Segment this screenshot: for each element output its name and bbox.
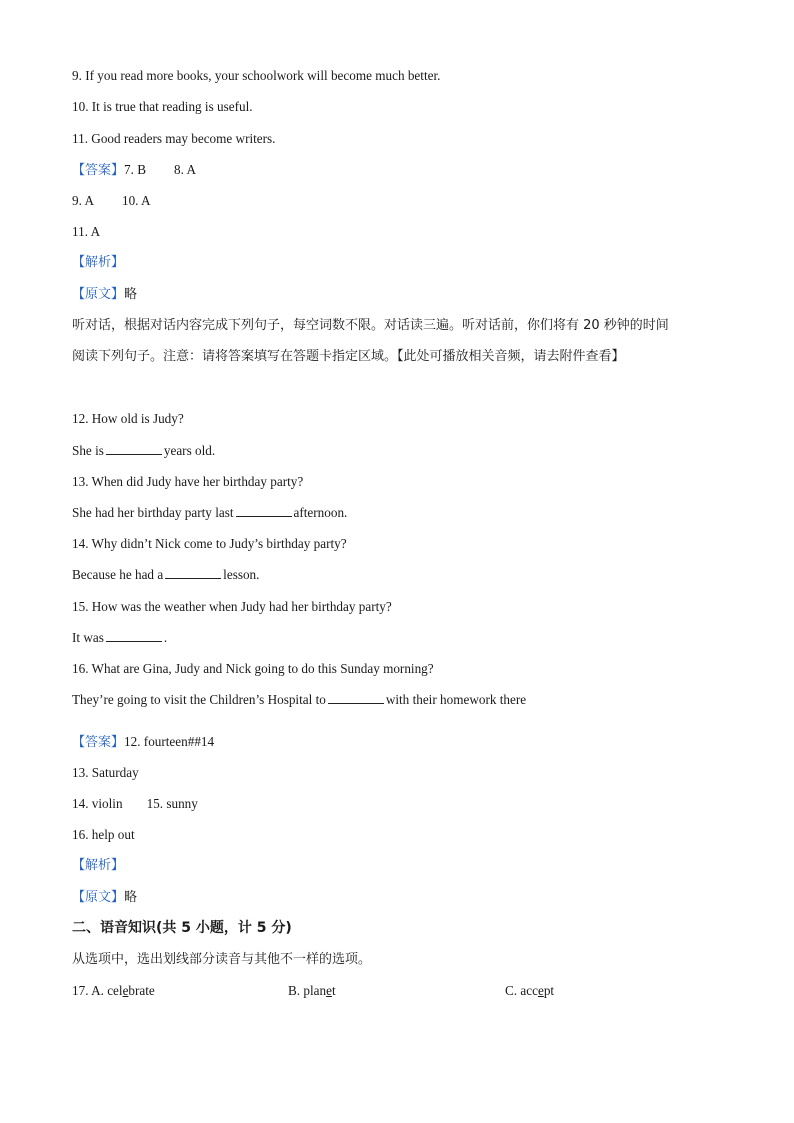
underlined-letter: e — [122, 983, 129, 998]
question-17 — [72, 983, 722, 999]
sentence-suffix: lesson. — [223, 567, 260, 582]
analysis-tag-2: 【解析】 — [72, 858, 125, 873]
word-part: acc — [520, 983, 538, 998]
word-part: plan — [303, 983, 327, 998]
word-part: cel — [107, 983, 123, 998]
option-a[interactable] — [91, 983, 155, 998]
original-tag: 【原文】 — [72, 890, 125, 905]
option-label: B. — [288, 983, 301, 998]
sentence-11: 11. Good readers may become writers. — [72, 131, 276, 146]
sentence-prefix: Because he had a — [72, 567, 164, 582]
answer-line-14 — [72, 796, 198, 812]
question-number: 17. — [72, 983, 89, 998]
answer-blank[interactable] — [106, 630, 162, 642]
answer-line-12 — [72, 734, 214, 751]
question-14: 14. Why didn’t Nick come to Judy’s birthday party? — [72, 536, 347, 551]
original-content: 略 — [124, 287, 138, 302]
answer-blank[interactable] — [106, 443, 162, 455]
answer-14: 14. violin — [72, 796, 123, 811]
sentence-suffix: afternoon. — [293, 505, 348, 520]
sentence-suffix: with their homework there — [385, 692, 527, 707]
section-heading: 二、语音知识(共 5 小题，计 5 分) — [72, 920, 292, 936]
original-text — [72, 286, 137, 303]
answer-7: 7. B — [124, 162, 146, 177]
sentence-prefix: They’re going to visit the Children’s Hospital to — [72, 692, 326, 707]
option-label: C. — [505, 983, 518, 998]
original-tag: 【原文】 — [72, 287, 125, 302]
underlined-letter: e — [537, 983, 544, 998]
sentence-suffix: years old. — [163, 443, 216, 458]
answer-10: 10. A — [121, 193, 151, 208]
sentence-10: 10. It is true that reading is useful. — [72, 99, 253, 114]
sentence-prefix: It was — [72, 630, 104, 645]
answer-tag: 【答案】 — [72, 163, 125, 178]
word-part: brate — [128, 983, 155, 998]
answer-tag: 【答案】 — [72, 735, 125, 750]
answer-16: 16. help out — [72, 827, 135, 842]
answer-15: 15. sunny — [146, 796, 198, 811]
sentence-suffix: . — [163, 630, 168, 645]
answer-line-1 — [72, 162, 196, 179]
option-label: A. — [91, 983, 104, 998]
question-16: 16. What are Gina, Judy and Nick going to do this Sunday morning? — [72, 661, 434, 676]
underlined-letter: e — [326, 983, 332, 998]
sentence-prefix: She had her birthday party last — [72, 505, 234, 520]
answer-12: 12. fourteen##14 — [124, 734, 215, 749]
answer-blank[interactable] — [236, 505, 292, 517]
instruction-line-1: 听对话，根据对话内容完成下列句子，每空词数不限。对话读三遍。听对话前，你们将有 20 秒钟的时间 — [72, 318, 669, 333]
answer-9: 9. A — [72, 193, 94, 208]
original-text-2 — [72, 889, 137, 906]
answer-blank[interactable] — [165, 567, 221, 579]
question-12-sentence — [72, 443, 215, 459]
question-12: 12. How old is Judy? — [72, 411, 184, 426]
option-c[interactable] — [505, 983, 554, 999]
question-13-sentence — [72, 505, 347, 521]
answer-8: 8. A — [174, 162, 196, 177]
word-part: t — [331, 983, 336, 998]
answer-13: 13. Saturday — [72, 765, 139, 780]
answer-blank[interactable] — [328, 692, 384, 704]
question-16-sentence — [72, 692, 526, 708]
question-14-sentence — [72, 567, 259, 583]
sentence-prefix: She is — [72, 443, 104, 458]
instruction-line-2: 阅读下列句子。注意：请将答案填写在答题卡指定区域。【此处可播放相关音频，请去附件查看】 — [72, 349, 625, 364]
section-instruction: 从选项中，选出划线部分读音与其他不一样的选项。 — [72, 952, 372, 967]
question-15: 15. How was the weather when Judy had her birthday party? — [72, 599, 392, 614]
sentence-9: 9. If you read more books, your schoolwork will become much better. — [72, 68, 441, 83]
analysis-tag: 【解析】 — [72, 255, 125, 270]
question-15-sentence — [72, 630, 167, 646]
answer-line-2 — [72, 193, 151, 209]
answer-11: 11. A — [72, 224, 101, 239]
original-content: 略 — [124, 890, 138, 905]
word-part: pt — [543, 983, 555, 998]
option-b[interactable] — [288, 983, 336, 999]
question-13: 13. When did Judy have her birthday party? — [72, 474, 304, 489]
